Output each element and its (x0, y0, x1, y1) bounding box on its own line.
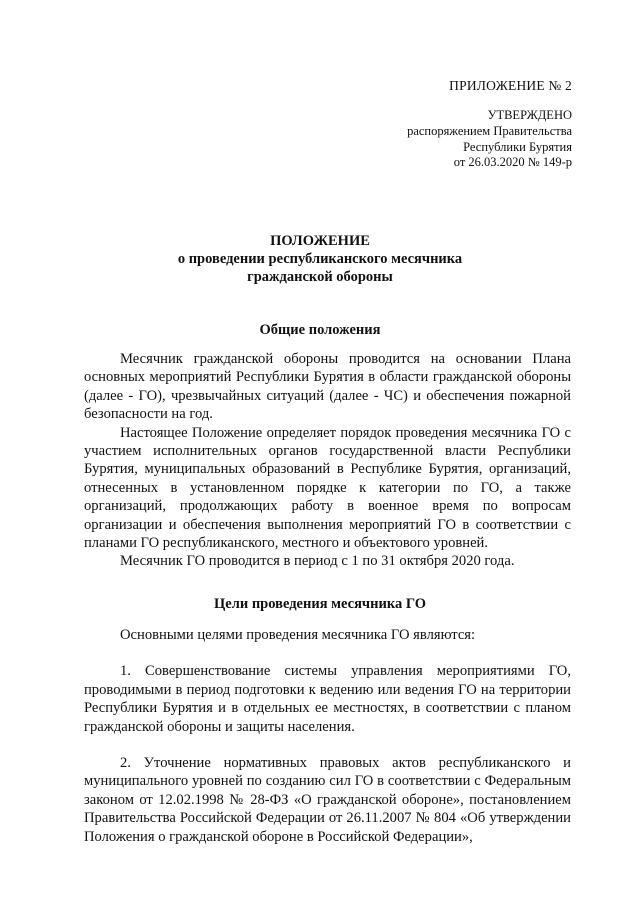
paragraph: Настоящее Положение определяет порядок проведения месячника ГО с участием исполнительных органов государственной власти Республики Бурятия, муниципальных образований в Республике Бурятия, организаций, отнесенных в установленном порядке к категории по ГО, а также организаций, продолжающих работу в военное время по вопросам организации и обеспечения выполнения мероприятий ГО в соответствии с планами ГО республиканского, местного и объектового уровней. (84, 424, 571, 552)
document-title (0, 232, 640, 286)
paragraph: Месячник ГО проводится в период с 1 по 31 октября 2020 года. (120, 553, 515, 570)
section-goals-body (84, 626, 571, 846)
title-line-2: о проведении республиканского месячника (177, 251, 463, 267)
approved-label: УТВЕРЖДЕНО (487, 108, 572, 122)
paragraph: 2. Уточнение нормативных правовых актов республиканского и муниципального уровней по созданию сил ГО в соответствии с Федеральным законом от 12.02.1998 № 28-ФЗ «О гражданской обороне», постановлением Правительства Российской Федерации от 26.11.2007 № 804 «Об утверждении Положения о гражданской обороне в Российской Федерации», (84, 755, 571, 845)
title-line-3: гражданской обороны (247, 269, 393, 285)
appendix-label: ПРИЛОЖЕНИЕ № 2 (449, 78, 572, 93)
spacer (84, 736, 571, 754)
approved-by-line-2: Республики Бурятия (463, 139, 572, 154)
title-line-1: ПОЛОЖЕНИЕ (270, 233, 370, 249)
paragraph: Основными целями проведения месячника ГО являются: (120, 627, 476, 643)
section-heading-goals: Цели проведения месячника ГО (214, 596, 426, 612)
approval-header (407, 78, 572, 171)
section-general-body (84, 350, 571, 571)
approved-date: от 26.03.2020 № 149-р (453, 155, 572, 170)
approved-by-line-1: распоряжением Правительства (407, 123, 572, 138)
section-heading-general: Общие положения (259, 322, 381, 338)
paragraph: Месячник гражданской обороны проводится на основании Плана основных мероприятий Республики Бурятия в области гражданской обороны (далее - ГО), чрезвычайных ситуаций (далее - ЧС) и обеспечения пожарной безопасности на год. (84, 351, 571, 423)
spacer (84, 644, 571, 662)
paragraph: 1. Совершенствование системы управления мероприятиями ГО, проводимыми в период подготовки к ведению или ведения ГО на территории Республики Бурятия и в отдельных ее местностях, в соответствии с планом гражданской обороны и защиты населения. (84, 663, 571, 735)
